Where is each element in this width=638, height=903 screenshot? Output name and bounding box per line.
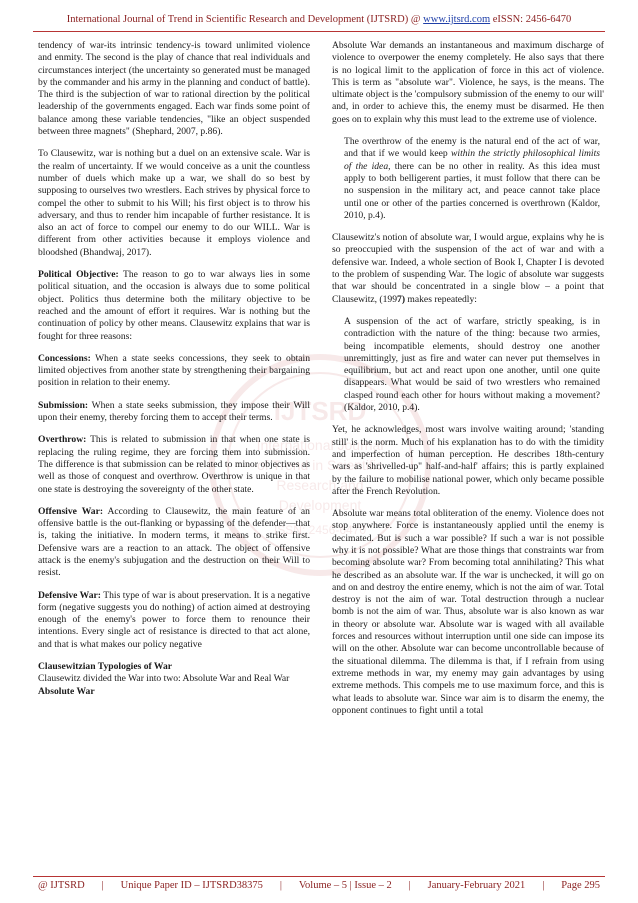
journal-issn: eISSN: 2456-6470 — [490, 14, 572, 25]
typologies-paragraph: Clausewitz divided the War into two: Absolute War and Real War — [38, 673, 290, 685]
footer-separator: | — [279, 880, 282, 891]
footer-site: @ IJTSRD — [38, 880, 85, 891]
block-quote-1 — [344, 136, 600, 222]
watermark-name: IJTSRD — [273, 396, 367, 426]
absolute-war-heading: Absolute War — [38, 685, 95, 697]
footer-separator: | — [542, 880, 545, 891]
journal-url-link[interactable]: www.ijtsrd.com — [423, 14, 491, 25]
left-column — [38, 40, 310, 698]
overthrow-paragraph — [38, 434, 310, 495]
footer-date: January-February 2021 — [427, 880, 526, 891]
defensive-war-text: This type of war is about preservation. It is a negative form (negative suggests you do nothing) of action aimed at destroying enough of the enemy's power to force them to renounce their intentions. Every single act of resistance is directed to that act alone, and that is what makes our policy negative — [38, 589, 310, 650]
footer-rule — [33, 876, 605, 877]
offensive-war-text: According to Clausewitz, the main feature of an offensive battle is the out-flanking or bypassing of the defender—that is, taking the initiative. In modern terms, it means to strike first. Defensive wars are a reaction to an attack. The object of offensive attack is the enemy's subjugation and the destruction on their Will to resist. — [38, 505, 310, 579]
right-paragraph-4: Absolute war means total obliteration of the enemy. Violence does not stop anywhere. Force is instantaneously applied until the enemy is decimated. But is such a war possible? If such a war is not possible why it is not possible? What are those things that constraints war from becoming absolute war? From becoming total annihilating? This what he described as an absolute war. If the war is unchecked, it will go on and on and destroy the entire enemy, which is not the aim of war. Total destroy is not the aim of war. Total destruction through a nuclear bomb is not the aim of war. Thus, absolute war is also known as war in theory or absolute war. Absolute war is waged with all available forces and resources without interruption until one side can impose its will on the other. Absolute war can become uncontrollable because of the situational dilemma. The dilemma is that, if I refrain from using extreme methods in war, my enemy may gain advantages by using extreme methods. This compels me to use maximum force, and this is what leads to absolute war. Since war aim is to disarm the enemy, the opponent continues to fight until a total — [332, 508, 604, 716]
running-footer — [38, 880, 600, 891]
left-paragraph-1: tendency of war-its intrinsic tendency-is toward unlimited violence and enmity. The second is the play of chance that real individuals and circumstances interject (the uncertainty so generated must be managed by the commander and his army in the planning and conduct of battle). The third is the subjection of war to rational direction by the political leadership of the governments engaged. Each war finds some point of balance among these variable tendencies, "like an object suspended between three magnets" (Shephard, 2007, p.86). — [38, 40, 311, 138]
defensive-war-label: Defensive War: — [38, 589, 101, 601]
running-header — [0, 14, 638, 25]
quote-1-part-b: , there can be no other in reality. As this idea must apply to both belligerent parties, it must follow that there can be no suspension in the military act, and peace cannot take place until one or other of the parties concerned is overthrown (Kaldor, 2010, p.4). — [344, 160, 600, 221]
left-paragraph-2: To Clausewitz, war is nothing but a duel on an extensive scale. War is the realm of uncertainty. If we would conceive as a unit the countless number of duels which make up a war, we shall do so best by supposing to ourselves two wrestlers. Each strives by physical force to compel the other to submit to his Will; his first object is to throw his adversary, and thus to render him incapable of further resistance. It is also an act of force to compel our enemy to do our WILL. War is different from other activities because it employs violence and bloodshed (Bhandwaj, 2017). — [38, 148, 310, 258]
right-paragraph-2-b: makes repeatedly: — [405, 293, 477, 305]
right-paragraph-2 — [332, 232, 604, 306]
quote-1-part-a: The overthrow of the enemy is the natural end of the act of war, and that if we would keep — [344, 136, 600, 160]
right-column — [332, 40, 604, 717]
typologies-heading: Clausewitzian Typologies of War — [38, 661, 173, 673]
offensive-war-label: Offensive War: — [38, 505, 104, 517]
right-paragraph-2-year-end: 7) — [397, 293, 406, 305]
defensive-war-paragraph — [38, 590, 310, 651]
watermark-line3: Research and — [276, 477, 364, 493]
right-paragraph-1: Absolute War demands an instantaneous and maximum discharge of violence to overpower the enemy completely. He also says that there is no logical limit to the application of force in this act of violence. This is term as "absolute war". Violence, he says, is the means. The ultimate object is the 'compulsory submission of the enemy to our will' and, in order to achieve this, the enemy must be disarmed. He then goes on to explain why this must lead to the extreme use of violence. — [332, 40, 604, 125]
journal-name: International Journal of Trend in Scientific Research and Development (IJTSRD) @ — [66, 14, 424, 25]
overthrow-text: This is related to submission in that when one state is replacing the ruling regime, they are forcing them into submission. The difference is that submission can be related to minor objectives as well as those of conquest and overthrow. Overthrow is unique in that one state is destroying the sovereignty of the other state. — [38, 434, 310, 495]
footer-paper-id: Unique Paper ID – IJTSRD38375 — [120, 880, 263, 891]
political-objective-text: The reason to go to war always lies in some political situation, and the occasion is always due to some political object. Politics thus determine both the military objective to be reached and the amount of effort it requires. War is nothing but the continuation of policy by other means. Clausewitz explains that war is fought for three reasons: — [38, 269, 310, 342]
watermark-line1: International Journal — [256, 437, 384, 453]
footer-separator: | — [408, 880, 411, 891]
watermark-line2: of Trend in Scientific — [256, 457, 384, 473]
political-objective-label: Political Objective: — [38, 269, 119, 281]
submission-label: Submission: — [38, 399, 89, 411]
footer-separator: | — [101, 880, 104, 891]
political-objective-paragraph — [38, 269, 310, 343]
concessions-label: Concessions: — [38, 352, 91, 364]
watermark-line4: Development — [278, 497, 362, 513]
block-quote-2: A suspension of the act of warfare, strictly speaking, is in contradiction with the nature of the thing: because two armies, being incompatible elements, should destroy one another unremittingly, just as fire and water can never put themselves in equilibrium, but act and react upon one another, until one quite disappears. What would be said of two wrestlers who remained clasped round each other for hours without making a movement? (Kaldor, 2010, p.4). — [344, 315, 600, 414]
submission-text: When a state seeks submission, they impose their Will upon their enemy, thereby forcing them to accept their terms. — [38, 399, 310, 424]
concessions-paragraph — [38, 353, 310, 390]
footer-volume-issue: Volume – 5 | Issue – 2 — [298, 880, 392, 891]
right-paragraph-3: Yet, he acknowledges, most wars involve waiting around; 'standing still' is the norm. Much of his explanation has to do with the timidity and imperfection of human perception. He describes 18th-century wars as 'shrivelled-up" half-and-half' affairs; this is partly explained by the failure to mobilise national power, which only became possible after the French Revolution. — [332, 424, 604, 497]
watermark-issn: ISSN: 2456-6470 — [273, 523, 367, 537]
offensive-war-paragraph — [38, 506, 310, 580]
submission-paragraph — [38, 400, 310, 425]
footer-page-number: Page 295 — [561, 880, 600, 891]
header-rule — [33, 31, 605, 32]
overthrow-label: Overthrow: — [38, 434, 87, 446]
right-paragraph-2-a: Clausewitz's notion of absolute war, I would argue, explains why he is so preoccupied with the suspension of the act of war and with a defensive war. Indeed, a whole section of Book I, Chapter I is devoted to the problem of suspending War. The logic of absolute war suggests that war should be concentrated in a single blow – a point that Clausewitz, (199 — [332, 232, 604, 305]
concessions-text: When a state seeks concessions, they seek to obtain limited objectives from another state by strengthening their bargaining position in relation to their enemy. — [38, 352, 310, 389]
quote-1-emphasis: within the strictly philosophical limits of the idea — [344, 148, 600, 172]
